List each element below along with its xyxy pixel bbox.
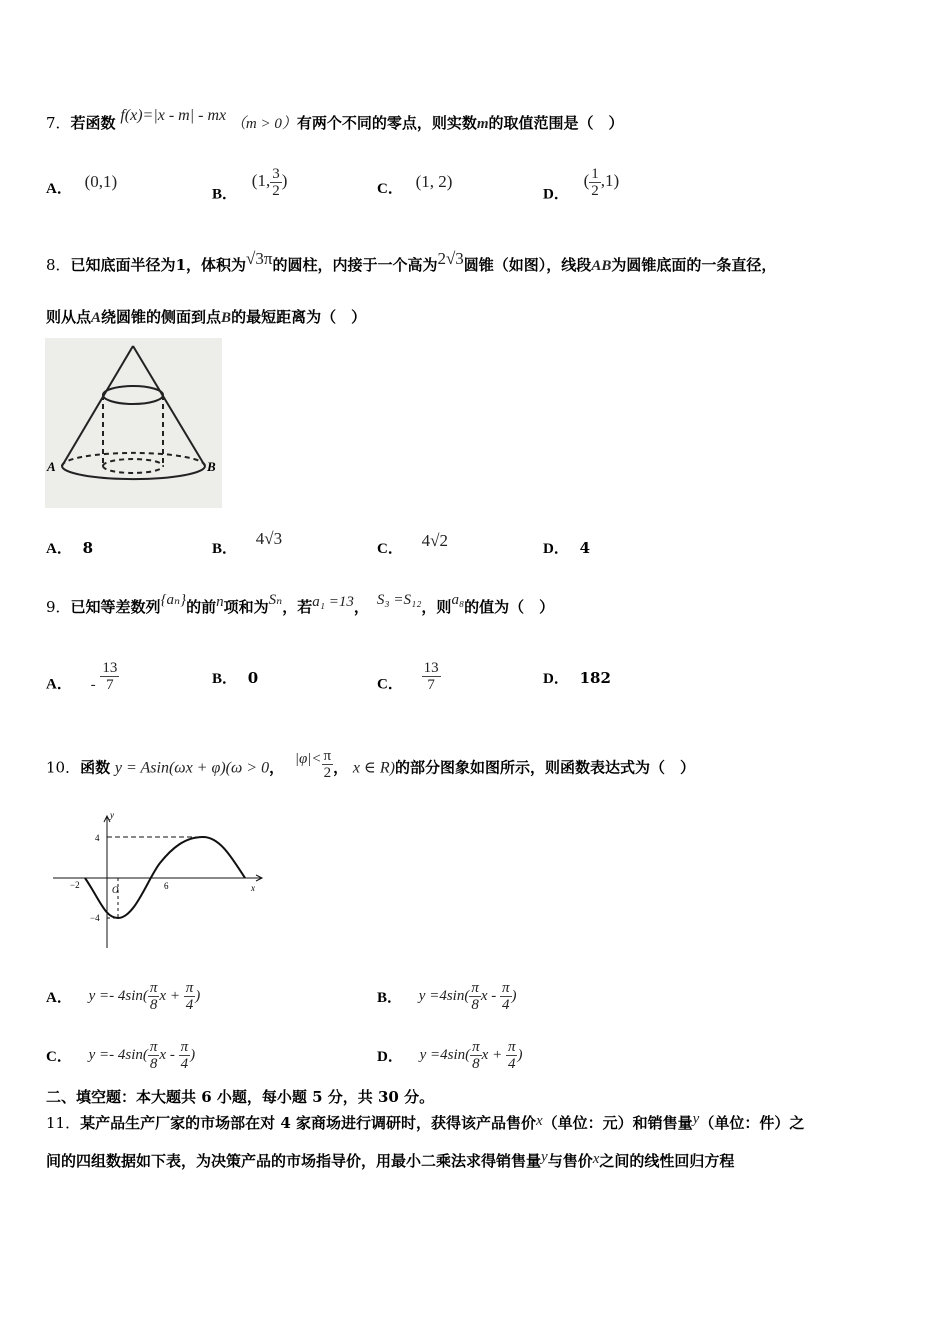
fraction: $\frac{13}{7}$ [102,660,118,693]
question-8-line-2: 则从点A绕圆锥的侧面到点B的最短距离为（ ） [46,308,367,326]
question-11-line-1: 11．某产品生产厂家的市场部在对 4 家商场进行调研时，获得该产品售价x（单位：元）和销售量y（单位：件）之 [46,1111,805,1132]
fraction: $\frac{\pi}{8}$ [472,1039,480,1072]
q7-option-b[interactable]: B． (1, $\frac{3}{2}$ ) [212,166,288,203]
q8-option-d[interactable]: D． 4 [543,539,591,557]
tick-minus-2: −2 [70,880,80,890]
y-axis-label: y [110,810,114,820]
fraction: $\frac{13}{7}$ [423,660,439,693]
cone-height: 2√3 [437,249,464,268]
question-number: 9． [46,598,71,616]
fraction: $\frac{\pi}{8}$ [149,980,158,1013]
q9-option-d[interactable]: D． 182 [543,669,611,687]
fraction: $\frac{\pi}{4}$ [502,980,510,1013]
function-formula: y = Asin(ωx + φ)(ω > 0 [114,759,270,777]
function-formula: f(x)=|x - m| - mx [120,107,227,124]
question-11-line-2: 间的四组数据如下表，为决策产品的市场指导价，用最小二乘法求得销售量y与售价x之间的线性回归方程 [46,1149,735,1170]
tick-minus-4: −4 [90,913,100,923]
question-number: 11． [46,1114,81,1132]
q8-option-c[interactable]: C． 4√2 [377,531,448,557]
cone-cylinder-figure [45,338,222,508]
question-8-line-1: 8．已知底面半径为1，体积为√3π的圆柱，内接于一个高为2√3圆锥（如图），线段AB为圆锥底面的一条直径， [46,249,777,274]
sine-graph-figure [50,808,265,953]
origin-label: O [112,885,119,895]
question-9: 9．已知等差数列{aₙ}的前n项和为Sₙ，若a₁ =13， S₃ =S₁₂，则a₈的值为（ ） [46,592,555,616]
question-number: 7． [46,114,71,132]
question-number: 8． [46,256,71,274]
question-7: 7．若函数 f(x)=|x - m| - mx （m > 0）有两个不同的零点，则实数m的取值范围是（ ） [46,107,624,132]
fraction: $\frac{\pi}{4}$ [185,980,194,1013]
fraction: $\frac{\pi}{8}$ [471,980,479,1013]
q10-option-c[interactable]: C． y =- 4sin( $\frac{\pi}{8}$ x - $\frac{\pi}{4}$ ) [46,1039,196,1072]
question-number: 10． [46,758,81,777]
q10-option-b[interactable]: B． y =4sin( $\frac{\pi}{8}$ x - $\frac{\pi}{4}$ ) [377,980,517,1013]
tick-6: 6 [164,881,169,891]
volume: √3π [246,249,273,268]
q10-option-a[interactable]: A． y =- 4sin( $\frac{\pi}{8}$ x + $\frac{\pi}{4}$ ) [46,980,201,1013]
fraction: $\frac{\pi}{2}$ [323,748,332,781]
condition: （m > 0） [230,116,297,132]
q7-option-a[interactable]: A． (0,1) [46,172,118,197]
q8-option-b[interactable]: B． 4√3 [212,529,283,557]
q8-option-a[interactable]: A． 8 [46,539,94,557]
x-axis-label: x [251,883,255,893]
fraction: $\frac{\pi}{4}$ [180,1039,189,1072]
q9-option-b[interactable]: B． 0 [212,669,259,687]
fraction: $\frac{\pi}{4}$ [507,1039,516,1072]
q9-option-c[interactable]: C． $\frac{13}{7}$ [377,660,439,693]
fraction: $\frac{3}{2}$ [272,166,280,199]
q10-option-d[interactable]: D． y =4sin( $\frac{\pi}{8}$ x + $\frac{\pi}{4}$ ) [377,1039,523,1072]
point-b-label: B [207,459,216,474]
q7-option-c[interactable]: C． (1, 2) [377,172,453,197]
section-heading: 二、填空题：本大题共 6 小题，每小题 5 分，共 30 分。 [46,1088,435,1106]
q7-option-d[interactable]: D． ( $\frac{1}{2}$ ,1) [543,166,620,203]
point-a-label: A [47,459,56,474]
tick-4: 4 [95,833,100,843]
fraction: $\frac{1}{2}$ [591,166,599,199]
fraction: $\frac{\pi}{8}$ [149,1039,158,1072]
q9-option-a[interactable]: A． - $\frac{13}{7}$ [46,660,118,693]
question-10: 10．函数 y = Asin(ωx + φ)(ω > 0， |φ|< $\frac{\pi}{2}$ ， x ∈ R)的部分图象如图所示，则函数表达式为（ ） [46,748,695,781]
